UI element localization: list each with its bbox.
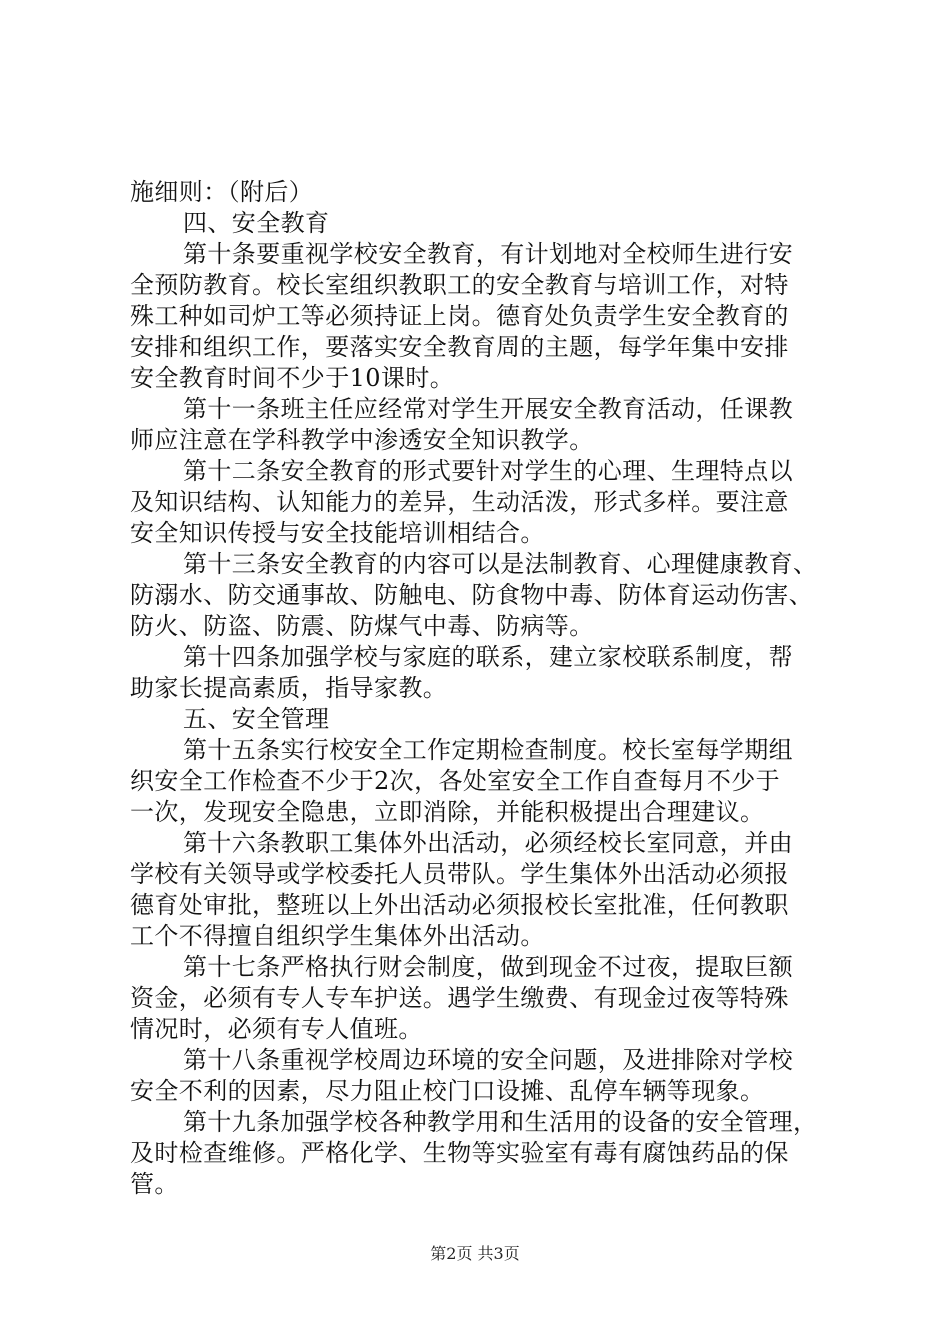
text-line: 防溺水、防交通事故、防触电、防食物中毒、防体育运动伤害、 [130, 581, 814, 609]
paragraph-start: 第十七条严格执行财会制度，做到现金不过夜，提取巨额 [183, 953, 793, 981]
text-line: 德育处审批，整班以上外出活动必须报校长室批准，任何教职 [130, 891, 789, 919]
text-line: 情况时，必须有专人值班。 [130, 1015, 423, 1043]
text-line: 一次，发现安全隐患，立即消除，并能积极提出合理建议。 [130, 798, 765, 826]
text-line: 防火、防盗、防震、防煤气中毒、防病等。 [130, 612, 594, 640]
text-line: 学校有关领导或学校委托人员带队。学生集体外出活动必须报 [130, 860, 789, 888]
paragraph-start: 第十二条安全教育的形式要针对学生的心理、生理特点以 [183, 457, 793, 485]
text-line: 及知识结构、认知能力的差异，生动活泼，形式多样。要注意 [130, 488, 789, 516]
page-number-footer: 第2页 共3页 [430, 1244, 520, 1263]
text-line: 资金，必须有专人专车护送。遇学生缴费、有现金过夜等特殊 [130, 984, 789, 1012]
text-line: 及时检查维修。严格化学、生物等实验室有毒有腐蚀药品的保 [130, 1139, 789, 1167]
text-line: 助家长提高素质，指导家教。 [130, 674, 448, 702]
text-line: 师应注意在学科教学中渗透安全知识教学。 [130, 426, 594, 454]
paragraph-start: 第十八条重视学校周边环境的安全问题，及进排除对学校 [183, 1046, 793, 1074]
text-line: 管。 [130, 1170, 179, 1198]
text-line: 工个不得擅自组织学生集体外出活动。 [130, 922, 545, 950]
paragraph-start: 第十九条加强学校各种教学用和生活用的设备的安全管理， [183, 1108, 818, 1136]
text-line: 安全教育时间不少于10课时。 [130, 364, 455, 392]
text-line: 安全不利的因素，尽力阻止校门口设摊、乱停车辆等现象。 [130, 1077, 765, 1105]
section-heading: 四、安全教育 [183, 209, 330, 237]
paragraph-start: 第十一条班主任应经常对学生开展安全教育活动，任课教 [183, 395, 793, 423]
text-line: 安全知识传授与安全技能培训相结合。 [130, 519, 545, 547]
paragraph-start: 第十条要重视学校安全教育，有计划地对全校师生进行安 [183, 240, 793, 268]
text-line: 施细则：（附后） [130, 178, 314, 206]
paragraph-start: 第十四条加强学校与家庭的联系，建立家校联系制度，帮 [183, 643, 793, 671]
paragraph-start: 第十六条教职工集体外出活动，必须经校长室同意，并由 [183, 829, 793, 857]
text-line: 殊工种如司炉工等必须持证上岗。德育处负责学生安全教育的 [130, 302, 789, 330]
paragraph-start: 第十三条安全教育的内容可以是法制教育、心理健康教育、 [183, 550, 818, 578]
section-heading: 五、安全管理 [183, 705, 330, 733]
text-line: 全预防教育。校长室组织教职工的安全教育与培训工作，对特 [130, 271, 789, 299]
text-line: 安排和组织工作，要落实安全教育周的主题，每学年集中安排 [130, 333, 789, 361]
text-line: 织安全工作检查不少于2次，各处室安全工作自查每月不少于 [130, 767, 781, 795]
paragraph-start: 第十五条实行校安全工作定期检查制度。校长室每学期组 [183, 736, 793, 764]
